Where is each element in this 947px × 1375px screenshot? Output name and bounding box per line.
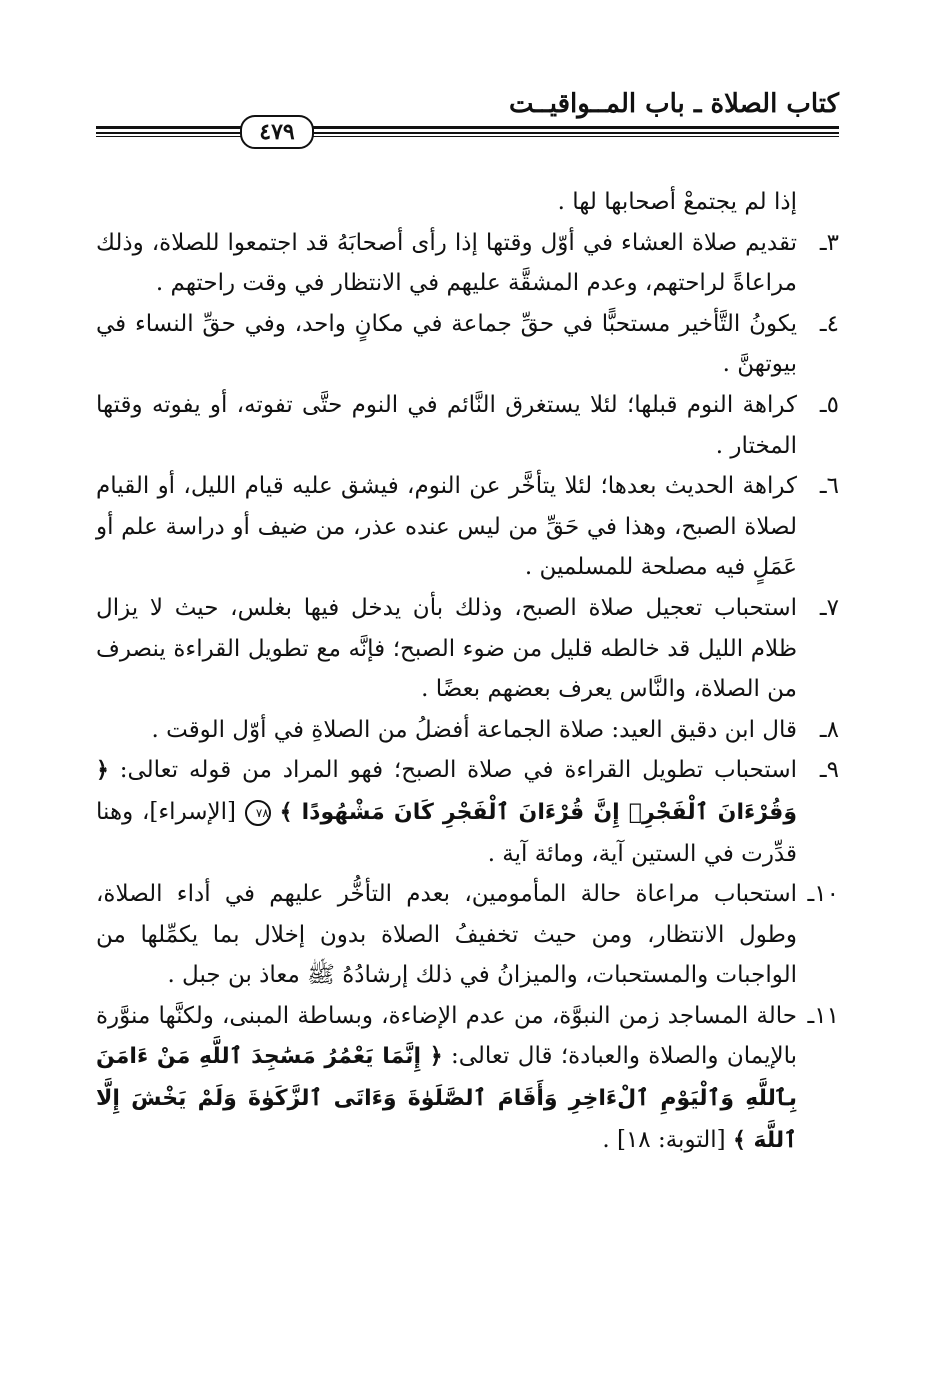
quran-verse: ﴿ وَقُرْءَانَ ٱلْفَجْرِۖ إِنَّ قُرْءَانَ ٱلْفَجْرِ كَانَ مَشْهُودًا ﴾ bbox=[96, 758, 797, 825]
header-rule-right bbox=[600, 126, 839, 138]
item-text: قال ابن دقيق العيد: صلاة الجماعة أفضلُ من الصلاةِ في أوّل الوقت . bbox=[151, 716, 797, 743]
intro-line: إذا لم يجتمعْ أصحابها لها . bbox=[557, 189, 797, 215]
item-text: استحباب تعجيل صلاة الصبح، وذلك بأن يدخل فيها بغلس، حيث لا يزال ظلام الليل قد خالطه قليل من ضوء الصبح؛ فإنَّه مع تطويل القراءة ينصرف من الصلاة، والنَّاس يعرف بعضهم بعضًا . bbox=[96, 594, 797, 703]
item-text: حالة المساجد زمن النبوَّة، من عدم الإضاءة، وبساطة المبنى، ولكنَّها منوَّرة بالإيمان والصلاة والعبادة؛ قال تعالى: bbox=[96, 1002, 797, 1070]
list-item bbox=[96, 996, 839, 1161]
list-item bbox=[96, 223, 839, 304]
item-number: ٧ـ bbox=[819, 594, 839, 621]
quran-verse: ﴿ إِنَّمَا يَعْمُرُ مَسَٰجِدَ ٱللَّهِ مَنْ ءَامَنَ بِٱللَّهِ وَٱلْيَوْمِ ٱلْءَاخِرِ وَأَقَامَ ٱلصَّلَوٰةَ وَءَاتَى ٱلزَّكَوٰةَ وَلَمْ يَخْشَ إِلَّا ٱللَّهَ ﴾ bbox=[96, 1044, 797, 1153]
item-text: كراهة الحديث بعدها؛ لئلا يتأخَّر عن النوم، فيشق عليه قيام الليل، أو القيام لصلاة الصبح، وهذا في حَقِّ من ليس عنده عذر، من ضيف أو دراسة علم أو عَمَلٍ فيه مصلحة للمسلمين . bbox=[96, 473, 797, 581]
item-number: ٨ـ bbox=[819, 716, 839, 743]
item-text: يكونُ التَّأخير مستحبًّا في حقِّ جماعة في مكانٍ واحد، وفي حقِّ النساء في بيوتهنَّ . bbox=[96, 310, 797, 378]
list-item bbox=[96, 710, 839, 751]
list-item bbox=[96, 750, 839, 874]
list-item bbox=[96, 304, 839, 385]
item-text: استحباب مراعاة حالة المأمومين، بعدم التأخُّر عليهم في أداء الصلاة، وطول الانتظار، ومن حيث تخفيفُ الصلاة بدون إخلال بما يكمِّلها من الواجبات والمستحبات، والميزانُ في ذلك إرشادُهُ ﷺ معاذ بن جبل . bbox=[96, 881, 797, 989]
running-header-title: كتاب الصلاة ـ باب المــواقيــت bbox=[508, 89, 839, 119]
page-number: ٤٧٩ bbox=[240, 115, 314, 149]
header-rule-left bbox=[96, 126, 601, 138]
list-item bbox=[96, 588, 839, 710]
item-text-after: [الإسراء]، وهنا قدِّرت في الستين آية، ومائة آية . bbox=[96, 798, 797, 867]
item-number: ٦ـ bbox=[819, 473, 839, 500]
list-item bbox=[96, 874, 839, 996]
list-item bbox=[96, 385, 839, 466]
item-text: تقديم صلاة العشاء في أوّل وقتها إذا رأى أصحابَهُ قد اجتمعوا للصلاة، وذلك مراعاةً لراحتهم، وعدم المشقَّة عليهم في الانتظار في وقت راحتهم . bbox=[96, 229, 797, 297]
item-number: ١١ـ bbox=[807, 1002, 839, 1029]
page-body bbox=[96, 182, 839, 1161]
list-item bbox=[96, 466, 839, 588]
item-text-after: [التوبة: ١٨] . bbox=[602, 1126, 726, 1153]
item-text: استحباب تطويل القراءة في صلاة الصبح؛ فهو المراد من قوله تعالى: bbox=[119, 757, 797, 784]
item-number: ٥ـ bbox=[819, 391, 839, 418]
item-number: ٤ـ bbox=[819, 310, 839, 337]
item-number: ٩ـ bbox=[819, 757, 839, 784]
item-text: كراهة النوم قبلها؛ لئلا يستغرق النَّائم في النوم حتَّى تفوته، أو يفوته وقتها المختار . bbox=[96, 391, 797, 459]
ayah-number-ornament: ٧٨ bbox=[245, 800, 271, 826]
item-number: ٣ـ bbox=[819, 229, 839, 256]
item-number: ١٠ـ bbox=[807, 881, 839, 908]
